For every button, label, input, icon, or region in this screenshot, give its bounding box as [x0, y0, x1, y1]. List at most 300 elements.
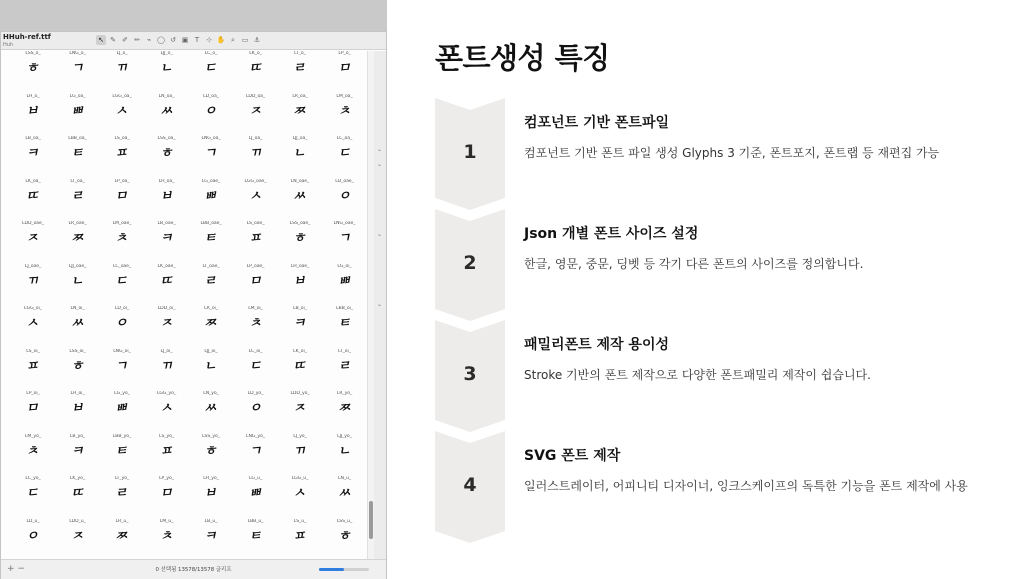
component-tool-icon[interactable]: ▣: [181, 36, 189, 44]
glyph-cell[interactable]: [11, 434, 55, 477]
glyph-name: LH_oa_: [158, 178, 175, 184]
glyph-cell[interactable]: [189, 221, 233, 264]
pencil-tool-icon[interactable]: ✐: [122, 36, 128, 44]
brush-tool-icon[interactable]: ✏: [134, 36, 140, 44]
glyph-name: LSS_oae_: [289, 221, 311, 226]
knife-tool-icon[interactable]: ⌁: [146, 36, 152, 44]
glyph-preview: ㄲ: [292, 443, 308, 459]
glyph-preview: ㅊ: [25, 443, 41, 459]
side-panel: [374, 51, 386, 559]
glyph-cell[interactable]: [278, 434, 322, 477]
glyph-preview: ㄷ: [25, 485, 41, 502]
glyph-cell[interactable]: [278, 306, 322, 349]
glyph-name: LH_o_: [26, 93, 40, 99]
glyph-preview: ㅋ: [292, 315, 308, 332]
glyph-preview: ㄴ: [336, 443, 353, 459]
glyph-name: LP_yo_: [159, 476, 174, 481]
glyph-name: LS_u_: [293, 518, 307, 524]
glyph-name: LJ_yo_: [293, 433, 307, 439]
font-family-name: Huh: [3, 42, 14, 48]
glyph-name: LSS_oi_: [69, 348, 86, 354]
glyph-preview: ㅎ: [336, 528, 353, 544]
glyph-cell[interactable]: [323, 51, 367, 94]
glyph-cell[interactable]: [56, 349, 100, 392]
glyph-preview: ㄱ: [247, 443, 264, 459]
glyph-name: LP_oae_: [246, 263, 265, 269]
glyph-preview: ㅃ: [336, 273, 353, 289]
glyph-cell[interactable]: [189, 306, 233, 349]
glyph-name: LSS_oa_: [157, 136, 176, 141]
glyph-name: LG_yo_: [114, 391, 130, 396]
glyph-name: LJ_oi_: [160, 348, 173, 354]
glyph-cell[interactable]: [145, 391, 189, 434]
glyph-preview: ㅆ: [158, 103, 175, 119]
feature-description: 컴포넌트 기반 폰트 파일 생성 Glyphs 3 기준, 폰트포지, 폰트랩 등 재편집 가능: [524, 146, 940, 160]
glyph-cell[interactable]: [145, 179, 189, 222]
glyph-cell[interactable]: [100, 264, 144, 307]
glyph-cell[interactable]: [100, 94, 144, 137]
glyph-cell[interactable]: [11, 476, 55, 519]
glyph-preview: ㅉ: [292, 103, 308, 119]
glyph-name: LS_oa_: [114, 136, 130, 141]
feature-description: 한글, 영문, 중문, 딩벳 등 각기 다른 폰트의 사이즈를 정의합니다.: [524, 257, 864, 271]
glyph-preview: ㅁ: [158, 485, 175, 502]
glyph-grid[interactable]: [11, 51, 366, 559]
glyph-preview: ㄹ: [114, 485, 130, 502]
glyph-name: LK_yo_: [69, 476, 86, 481]
feature-description: Stroke 기반의 폰트 제작으로 다양한 폰트패밀리 제작이 쉽습니다.: [524, 368, 871, 382]
glyph-cell[interactable]: [100, 434, 144, 477]
glyph-cell[interactable]: [100, 51, 144, 94]
glyph-name: LR_yo_: [336, 391, 353, 396]
feature-number: 4: [463, 474, 477, 496]
glyph-cell[interactable]: [189, 179, 233, 222]
arrow-tool-icon[interactable]: ↖: [96, 35, 106, 45]
glyph-preview: ㅋ: [25, 145, 41, 162]
glyph-preview: ㅂ: [158, 188, 175, 204]
glyph-preview: ㅃ: [69, 103, 86, 119]
glyph-cell[interactable]: [278, 349, 322, 392]
glyph-cell[interactable]: [278, 391, 322, 434]
glyph-preview: ㅉ: [114, 528, 130, 544]
glyph-cell[interactable]: [145, 94, 189, 137]
glyph-cell[interactable]: [11, 391, 55, 434]
glyph-name: LB_u_: [204, 518, 218, 524]
glyph-preview: ㅈ: [69, 528, 86, 544]
glyph-name: LD_oi_: [114, 306, 130, 311]
glyph-preview: ㄴ: [158, 60, 175, 77]
shape-tool-icon[interactable]: ◯: [157, 36, 165, 44]
feature-number: 2: [463, 252, 477, 274]
glyph-preview: ㅎ: [69, 358, 86, 374]
glyph-preview: ㄹ: [203, 273, 219, 289]
glyph-preview: ㅍ: [158, 443, 175, 459]
glyph-name: LJ_oa_: [248, 136, 263, 141]
glyph-preview: ㅈ: [292, 400, 308, 417]
glyph-name: LB_oa_: [25, 136, 41, 141]
glyph-name: LM_yo_: [24, 433, 42, 439]
glyph-name: LH_yo_: [203, 476, 219, 481]
glyph-cell[interactable]: [100, 306, 144, 349]
glyph-preview: ㅌ: [336, 315, 353, 332]
zoom-tool-icon[interactable]: ⌕: [231, 36, 235, 44]
glyph-preview: ㅍ: [25, 358, 41, 374]
glyph-preview: ㅇ: [336, 188, 353, 204]
glyph-name: LG_oae_: [201, 178, 221, 184]
glyph-preview: ㅃ: [114, 400, 130, 417]
glyph-cell[interactable]: [323, 349, 367, 392]
glyph-cell[interactable]: [145, 51, 189, 94]
glyph-name: LGG_oae_: [244, 178, 267, 184]
glyph-name: LN_u_: [337, 476, 351, 481]
glyph-name: LNG_yo_: [246, 433, 265, 439]
glyph-cell[interactable]: [11, 136, 55, 179]
feature-heading: Json 개별 폰트 사이즈 설정: [524, 226, 699, 242]
glyph-cell[interactable]: [56, 264, 100, 307]
glyph-cell[interactable]: [234, 221, 278, 264]
glyph-cell[interactable]: [100, 179, 144, 222]
glyph-cell[interactable]: [189, 94, 233, 137]
glyph-count-status: 0 선택됨 13578/13578 글리프: [155, 567, 232, 573]
glyph-cell[interactable]: [145, 519, 189, 560]
glyph-name: LGG_oi_: [24, 306, 42, 311]
glyph-cell[interactable]: [189, 51, 233, 94]
glyph-preview: ㄸ: [158, 273, 175, 289]
glyph-preview: ㅉ: [69, 230, 86, 247]
glyph-cell[interactable]: [234, 434, 278, 477]
glyph-name: LH_oae_: [290, 263, 310, 269]
glyph-preview: ㅍ: [247, 230, 264, 247]
glyph-preview: ㅎ: [292, 230, 308, 247]
glyph-preview: ㅂ: [25, 103, 41, 119]
glyph-cell[interactable]: [11, 51, 55, 94]
glyph-preview: ㄸ: [292, 358, 308, 374]
glyph-name: LM_oi_: [248, 306, 263, 311]
glyph-preview: ㄴ: [69, 273, 86, 289]
feature-heading: 패밀리폰트 제작 용이성: [524, 337, 669, 353]
glyph-preview: ㅇ: [203, 103, 219, 119]
zoom-slider[interactable]: [319, 568, 369, 571]
measure-tool-icon[interactable]: ⊹: [206, 36, 212, 44]
glyph-preview: ㄷ: [203, 60, 219, 77]
glyph-cell[interactable]: [11, 349, 55, 392]
glyph-cell[interactable]: [145, 349, 189, 392]
glyph-cell[interactable]: [278, 94, 322, 137]
glyph-preview: ㅌ: [69, 145, 86, 162]
glyph-preview: ㄲ: [114, 60, 130, 77]
glyph-cell[interactable]: [278, 476, 322, 519]
glyph-name: LDD_oi_: [157, 306, 176, 311]
glyph-cell[interactable]: [323, 306, 367, 349]
glyph-name: LJJ_oi_: [204, 348, 218, 354]
glyph-cell[interactable]: [100, 519, 144, 560]
glyph-name: LNG_o_: [69, 51, 86, 56]
glyph-name: LT_o_: [294, 51, 306, 56]
glyph-cell[interactable]: [11, 179, 55, 222]
glyph-preview: ㅆ: [203, 400, 219, 417]
chevron-down-icon[interactable]: ⌄: [377, 231, 383, 238]
glyph-cell[interactable]: [11, 94, 55, 137]
glyph-cell[interactable]: [56, 94, 100, 137]
glyph-cell[interactable]: [323, 94, 367, 137]
feature-number: 1: [463, 141, 477, 163]
image-tool-icon[interactable]: ▭: [241, 36, 249, 44]
add-remove-icon[interactable]: + −: [7, 564, 25, 574]
glyph-cell[interactable]: [189, 136, 233, 179]
glyph-cell[interactable]: [189, 476, 233, 519]
glyph-name: LJ_oae_: [24, 263, 42, 269]
glyph-name: LM_oa_: [336, 93, 353, 99]
glyph-name: LT_oa_: [70, 178, 85, 184]
glyph-name: LG_oi_: [337, 263, 352, 269]
glyph-preview: ㄸ: [69, 485, 86, 502]
glyph-preview: ㅉ: [203, 315, 219, 332]
glyph-preview: ㅍ: [114, 145, 130, 162]
glyph-name: LC_oa_: [336, 136, 353, 141]
glyph-preview: ㅈ: [158, 315, 175, 332]
glyph-name: LDD_oa_: [245, 93, 266, 99]
glyph-name: LJJ_o_: [160, 51, 173, 56]
glyph-name: LK_oae_: [157, 263, 176, 269]
glyph-cell[interactable]: [56, 476, 100, 519]
glyph-cell[interactable]: [100, 221, 144, 264]
scrollbar-thumb[interactable]: [369, 501, 373, 539]
glyph-cell[interactable]: [234, 136, 278, 179]
glyph-cell[interactable]: [145, 264, 189, 307]
glyph-name: LJJ_yo_: [337, 433, 352, 439]
glyph-cell[interactable]: [323, 179, 367, 222]
glyph-cell[interactable]: [56, 136, 100, 179]
glyph-name: LB_oi_: [293, 306, 307, 311]
glyph-preview: ㅈ: [25, 230, 41, 247]
glyph-cell[interactable]: [56, 221, 100, 264]
glyph-name: LD_oa_: [203, 93, 219, 99]
glyph-preview: ㅁ: [336, 60, 353, 77]
glyph-name: LBB_u_: [247, 518, 264, 524]
glyph-preview: ㄱ: [114, 358, 130, 374]
glyph-preview: ㅊ: [247, 315, 264, 332]
glyph-preview: ㅌ: [247, 528, 264, 544]
glyph-name: LN_oi_: [70, 306, 85, 311]
glyph-name: LH_oi_: [70, 391, 85, 396]
glyph-cell[interactable]: [234, 476, 278, 519]
vertical-scrollbar[interactable]: [367, 51, 374, 559]
glyph-cell[interactable]: [234, 349, 278, 392]
glyph-name: LNG_oae_: [333, 221, 356, 226]
chevron-down-icon[interactable]: ⌄: [377, 161, 383, 168]
glyph-cell[interactable]: [234, 391, 278, 434]
glyph-cell[interactable]: [56, 391, 100, 434]
glyph-cell[interactable]: [323, 476, 367, 519]
glyph-name: LR_oae_: [68, 221, 87, 226]
glyph-preview: ㄱ: [336, 230, 353, 247]
glyph-preview: ㅂ: [69, 400, 86, 417]
glyph-name: LS_oae_: [246, 221, 265, 226]
glyph-name: LT_yo_: [114, 476, 130, 481]
rotate-tool-icon[interactable]: ↺: [170, 36, 176, 44]
glyph-cell[interactable]: [145, 476, 189, 519]
glyph-preview: ㅅ: [158, 400, 175, 417]
glyph-preview: ㅋ: [158, 230, 175, 247]
pen-tool-icon[interactable]: ✎: [110, 36, 116, 44]
glyph-cell[interactable]: [278, 179, 322, 222]
glyph-name: LB_yo_: [69, 433, 86, 439]
font-editor-screenshot: [0, 0, 387, 579]
glyph-preview: ㄲ: [25, 273, 41, 289]
glyph-cell[interactable]: [145, 434, 189, 477]
glyph-preview: ㅈ: [247, 103, 264, 119]
glyph-preview: ㄹ: [292, 60, 308, 77]
glyph-cell[interactable]: [189, 349, 233, 392]
glyph-cell[interactable]: [145, 306, 189, 349]
glyph-cell[interactable]: [323, 221, 367, 264]
glyph-preview: ㅂ: [203, 485, 219, 502]
glyph-name: LBB_yo_: [112, 433, 132, 439]
glyph-name: LBB_oa_: [68, 136, 87, 141]
glyph-preview: ㅁ: [114, 188, 130, 204]
feature-description: 일러스트레이터, 어피니티 디자이너, 잉크스케이프의 독특한 기능을 폰트 제작에 사용: [524, 479, 968, 493]
glyph-cell[interactable]: [189, 519, 233, 560]
font-editor-window: [0, 31, 387, 579]
glyph-name: LK_o_: [249, 51, 262, 56]
status-bar: [1, 559, 386, 579]
glyph-preview: ㅎ: [25, 60, 41, 77]
glyph-cell[interactable]: [189, 391, 233, 434]
glyph-preview: ㅇ: [247, 400, 264, 417]
glyph-name: LT_oi_: [338, 348, 351, 354]
glyph-name: LB_oae_: [157, 221, 176, 226]
glyph-cell[interactable]: [11, 306, 55, 349]
glyph-cell[interactable]: [100, 391, 144, 434]
glyph-name: LR_oa_: [292, 93, 308, 99]
glyph-cell[interactable]: [100, 136, 144, 179]
glyph-name: LS_yo_: [159, 433, 174, 439]
glyph-name: LN_oa_: [158, 93, 175, 99]
chevron-down-icon[interactable]: ⌄: [377, 301, 383, 308]
glyph-name: LP_oi_: [26, 391, 40, 396]
glyph-name: LC_oi_: [248, 348, 263, 354]
glyph-cell[interactable]: [189, 264, 233, 307]
glyph-name: LJJ_oae_: [68, 263, 87, 269]
glyph-cell[interactable]: [145, 136, 189, 179]
glyph-cell[interactable]: [234, 94, 278, 137]
glyph-name: LSS_u_: [336, 518, 353, 524]
glyph-preview: ㄷ: [114, 273, 130, 289]
glyph-name: LK_oa_: [25, 178, 41, 184]
glyph-cell[interactable]: [323, 519, 367, 560]
glyph-cell[interactable]: [323, 434, 367, 477]
glyph-preview: ㅁ: [247, 273, 264, 289]
zoom-slider-fill: [319, 568, 344, 571]
glyph-name: LBB_oae_: [200, 221, 222, 226]
glyph-preview: ㄱ: [69, 60, 86, 77]
glyph-cell[interactable]: [234, 264, 278, 307]
glyph-cell[interactable]: [145, 221, 189, 264]
glyph-cell[interactable]: [11, 221, 55, 264]
glyph-preview: ㄲ: [158, 358, 175, 374]
glyph-preview: ㅌ: [114, 443, 130, 459]
glyph-cell[interactable]: [323, 391, 367, 434]
glyph-cell[interactable]: [56, 434, 100, 477]
glyph-preview: ㅍ: [292, 528, 308, 544]
glyph-preview: ㄸ: [247, 60, 264, 77]
glyph-name: LD_u_: [26, 518, 40, 524]
glyph-preview: ㅋ: [69, 443, 86, 459]
glyph-cell[interactable]: [189, 434, 233, 477]
glyph-preview: ㄴ: [292, 145, 308, 162]
glyph-cell[interactable]: [56, 519, 100, 560]
hand-tool-icon[interactable]: ✋: [216, 36, 226, 44]
glyph-name: LN_oae_: [290, 178, 310, 184]
glyph-preview: ㄷ: [247, 358, 264, 374]
glyph-cell[interactable]: [278, 264, 322, 307]
glyph-preview: ㅊ: [336, 103, 353, 119]
glyph-cell[interactable]: [323, 136, 367, 179]
glyph-name: LS_oi_: [26, 348, 40, 354]
glyph-preview: ㅊ: [114, 230, 130, 247]
glyph-preview: ㅇ: [25, 528, 41, 544]
text-tool-icon[interactable]: T: [194, 36, 200, 44]
glyph-cell[interactable]: [234, 519, 278, 560]
glyph-cell[interactable]: [234, 306, 278, 349]
glyph-name: LGG_u_: [291, 476, 309, 481]
glyph-name: LM_oae_: [112, 221, 132, 226]
glyph-preview: ㅊ: [158, 528, 175, 544]
glyph-preview: ㅋ: [203, 528, 219, 544]
glyph-cell[interactable]: [278, 51, 322, 94]
glyph-preview: ㅌ: [203, 230, 219, 247]
glyph-name: LSS_o_: [25, 51, 41, 56]
glyph-cell[interactable]: [234, 179, 278, 222]
glyph-name: LD_yo_: [247, 391, 264, 396]
chevron-down-icon[interactable]: ⌄: [377, 146, 383, 153]
glyph-cell[interactable]: [56, 306, 100, 349]
glyph-cell[interactable]: [234, 51, 278, 94]
anchor-tool-icon[interactable]: ⚓: [253, 36, 261, 44]
glyph-cell[interactable]: [11, 264, 55, 307]
glyph-name: LT_oae_: [202, 263, 220, 269]
glyph-preview: ㅆ: [336, 485, 353, 502]
glyph-name: LDD_oae_: [22, 221, 44, 226]
glyph-preview: ㅉ: [336, 400, 353, 417]
feature-heading: 컴포넌트 기반 폰트파일: [524, 115, 669, 131]
glyph-cell[interactable]: [100, 476, 144, 519]
glyph-preview: ㅎ: [203, 443, 219, 459]
glyph-cell[interactable]: [278, 519, 322, 560]
glyph-name: LC_o_: [204, 51, 218, 56]
glyph-name: LM_u_: [159, 518, 174, 524]
glyph-name: LG_oa_: [69, 93, 86, 99]
glyph-name: LG_u_: [248, 476, 263, 481]
file-name: HHuh-ref.ttf: [3, 33, 51, 41]
glyph-preview: ㅅ: [25, 315, 41, 332]
feature-number: 3: [463, 363, 477, 385]
glyph-cell[interactable]: [323, 264, 367, 307]
glyph-cell[interactable]: [56, 179, 100, 222]
glyph-name: LR_oi_: [204, 306, 218, 311]
glyph-preview: ㄲ: [247, 145, 264, 162]
glyph-preview: ㅎ: [158, 145, 175, 162]
window-titlebar: [1, 32, 386, 50]
glyph-cell[interactable]: [100, 349, 144, 392]
glyph-cell[interactable]: [278, 221, 322, 264]
glyph-cell[interactable]: [56, 51, 100, 94]
slide-title: 폰트생성 특징: [435, 41, 610, 75]
glyph-name: LN_yo_: [203, 391, 219, 396]
glyph-cell[interactable]: [11, 519, 55, 560]
glyph-cell[interactable]: [278, 136, 322, 179]
glyph-preview: ㅆ: [292, 188, 308, 204]
